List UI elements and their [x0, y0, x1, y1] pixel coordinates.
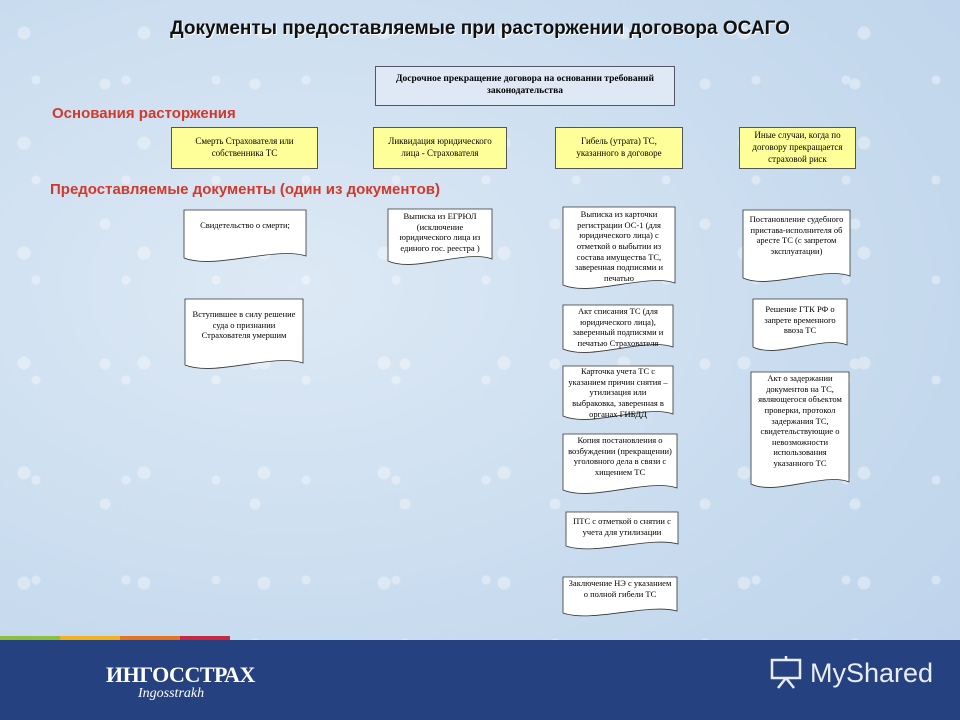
doc-write-off-act [563, 305, 673, 355]
doc-customs-decision-text: Решение ГТК РФ о запрете временного ввоза ТС [764, 304, 836, 336]
section-grounds: Основания расторжения [52, 105, 236, 122]
presentation-board-icon [768, 656, 804, 690]
doc-court-decision-text: Вступившее в силу решение суда о признании Страхователя умершим [192, 309, 296, 341]
doc-criminal-case-text: Копия постановления о возбуждении (прекращении) уголовного дела в связи с хищением ТС [568, 435, 672, 477]
doc-write-off-act-text: Акт списания ТС (для юридического лица), заверенный подписями и печатью Страхователя [572, 306, 664, 348]
doc-egryul-extract [388, 209, 492, 267]
doc-egryul-extract-text: Выписка из ЕГРЮЛ (исключение юридического лица из единого гос. реестра ) [399, 211, 481, 253]
doc-registration-card-text: Карточка учета ТС с указанием причин снятия – утилизация или выбраковка, заверенная в органах ГИБДД [568, 366, 668, 419]
doc-pts-mark-text: ПТС с отметкой о снятии с учета для утилизации [573, 516, 671, 537]
doc-expert-conclusion [563, 577, 677, 617]
myshared-label: MyShared [810, 657, 934, 688]
doc-os1-extract-text: Выписка из карточки регистрации ОС-1 (для юридического лица) с отметкой о выбытии из состава имущества ТС, заверенная подписями и печатью [574, 209, 664, 283]
ingosstrakh-logo-en: Ingosstrakh [138, 686, 205, 701]
section-documents: Предоставляемые документы (один из документов) [50, 181, 440, 198]
top-box: Досрочное прекращение договора на основании требований законодательства [375, 66, 675, 106]
doc-detention-act-text: Акт о задержании документов на ТС, являющегося объектом проверки, протокол задержания ТС, свидетельствующие о невозможности использования указанного ТС [758, 373, 842, 468]
doc-expert-conclusion-text: Заключение НЭ с указанием о полной гибели ТС [568, 578, 672, 599]
doc-bailiff-decree-text: Постановление судебного пристава-исполнителя об аресте ТС (с запретом эксплуатации) [749, 214, 844, 256]
myshared-brand[interactable] [768, 656, 933, 690]
ground-other: Иные случаи, когда по договору прекращается страховой риск [739, 127, 856, 169]
doc-bailiff-decree [743, 210, 850, 284]
slide-title: Документы предоставляемые при расторжении договора ОСАГО [170, 18, 790, 39]
doc-registration-card [563, 366, 673, 422]
ingosstrakh-logo-ru: ИНГОССТРАХ [106, 662, 255, 687]
doc-court-decision [185, 299, 303, 371]
ground-loss: Гибель (утрата) ТС, указанного в договоре [555, 127, 683, 169]
doc-os1-extract [563, 207, 675, 291]
doc-death-certificate [184, 210, 306, 264]
doc-criminal-case [563, 434, 677, 496]
doc-pts-mark [566, 512, 678, 550]
doc-customs-decision [753, 299, 847, 353]
ground-death: Смерть Страхователя или собственника ТС [171, 127, 318, 169]
ground-liquidation: Ликвидация юридического лица - Страхователя [373, 127, 507, 169]
doc-detention-act [751, 372, 849, 490]
doc-death-certificate-text: Свидетельство о смерти; [200, 220, 290, 230]
